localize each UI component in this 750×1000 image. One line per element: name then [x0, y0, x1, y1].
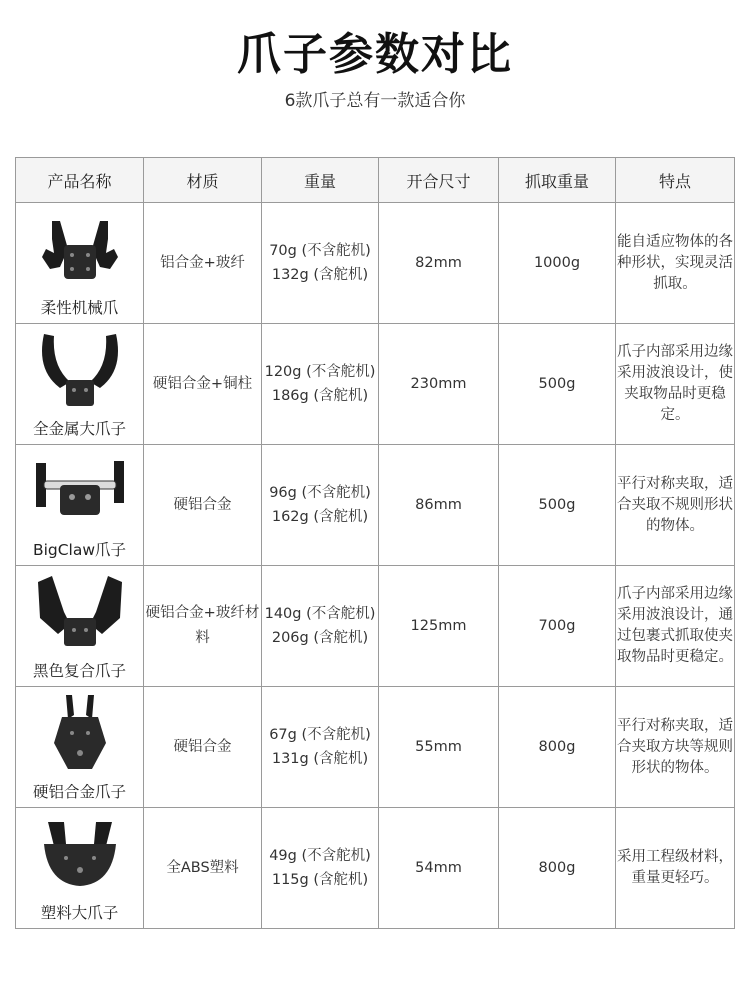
flexible-claw-icon — [30, 209, 130, 293]
grip-weight-cell: 800g — [499, 808, 616, 929]
weight-cell — [262, 566, 379, 687]
grip-weight-cell: 700g — [499, 566, 616, 687]
weight-without-servo: 140g (不含舵机) — [264, 606, 376, 622]
opening-size-cell: 54mm — [379, 808, 499, 929]
table-row — [16, 687, 735, 808]
product-name: BigClaw爪子 — [32, 541, 127, 559]
weight-without-servo: 67g (不含舵机) — [269, 727, 371, 743]
product-cell — [16, 324, 144, 445]
opening-size-cell: 125mm — [379, 566, 499, 687]
product-name: 柔性机械爪 — [40, 299, 119, 317]
grip-weight-cell: 800g — [499, 687, 616, 808]
page-title: 爪子参数对比 — [237, 29, 513, 80]
weight-with-servo: 162g (含舵机) — [271, 509, 369, 525]
product-cell — [16, 687, 144, 808]
weight-without-servo: 70g (不含舵机) — [269, 243, 371, 259]
weight-without-servo: 96g (不含舵机) — [269, 485, 371, 501]
weight-cell — [262, 687, 379, 808]
comparison-table — [15, 157, 735, 929]
product-name: 硬铝合金爪子 — [32, 783, 126, 801]
weight-with-servo: 115g (含舵机) — [271, 872, 369, 888]
material-cell: 硬铝合金 — [144, 687, 262, 808]
material-cell: 硬铝合金+铜柱 — [144, 324, 262, 445]
opening-size-cell: 55mm — [379, 687, 499, 808]
aluminum-claw-icon — [30, 693, 130, 777]
weight-cell — [262, 203, 379, 324]
material-cell: 硬铝合金 — [144, 445, 262, 566]
features-cell: 平行对称夹取，适合夹取不规则形状的物体。 — [616, 445, 735, 566]
metal-big-claw-icon — [30, 330, 130, 414]
material-cell: 铝合金+玻纤 — [144, 203, 262, 324]
header-material: 材质 — [144, 158, 262, 203]
weight-cell — [262, 324, 379, 445]
weight-cell — [262, 445, 379, 566]
features-cell: 平行对称夹取，适合夹取方块等规则形状的物体。 — [616, 687, 735, 808]
material-cell: 硬铝合金+玻纤材料 — [144, 566, 262, 687]
page-subtitle: 6款爪子总有一款适合你 — [284, 91, 466, 111]
table-row — [16, 566, 735, 687]
table-row — [16, 324, 735, 445]
table-row — [16, 203, 735, 324]
header-opening-size: 开合尺寸 — [379, 158, 499, 203]
product-name: 全金属大爪子 — [32, 420, 126, 438]
weight-with-servo: 186g (含舵机) — [271, 388, 369, 404]
features-cell: 爪子内部采用边缘采用波浪设计，通过包裹式抓取使夹取物品时更稳定。 — [616, 566, 735, 687]
weight-with-servo: 206g (含舵机) — [271, 630, 369, 646]
weight-without-servo: 120g (不含舵机) — [264, 364, 376, 380]
table-row — [16, 445, 735, 566]
header-grip-weight: 抓取重量 — [499, 158, 616, 203]
product-name: 黑色复合爪子 — [32, 662, 126, 680]
features-cell: 爪子内部采用边缘采用波浪设计，使夹取物品时更稳定。 — [616, 324, 735, 445]
weight-cell — [262, 808, 379, 929]
black-composite-claw-icon — [30, 572, 130, 656]
weight-without-servo: 49g (不含舵机) — [269, 848, 371, 864]
table-row — [16, 808, 735, 929]
features-cell: 能自适应物体的各种形状，实现灵活抓取。 — [616, 203, 735, 324]
header-weight: 重量 — [262, 158, 379, 203]
features-cell: 采用工程级材料，重量更轻巧。 — [616, 808, 735, 929]
plastic-big-claw-icon — [30, 814, 130, 898]
opening-size-cell: 86mm — [379, 445, 499, 566]
product-cell — [16, 203, 144, 324]
weight-with-servo: 131g (含舵机) — [271, 751, 369, 767]
opening-size-cell: 82mm — [379, 203, 499, 324]
product-cell — [16, 445, 144, 566]
grip-weight-cell: 500g — [499, 324, 616, 445]
opening-size-cell: 230mm — [379, 324, 499, 445]
product-cell — [16, 808, 144, 929]
table-header-row — [16, 158, 735, 203]
weight-with-servo: 132g (含舵机) — [271, 267, 369, 283]
header-product-name: 产品名称 — [16, 158, 144, 203]
header-features: 特点 — [616, 158, 735, 203]
product-name: 塑料大爪子 — [40, 904, 119, 922]
grip-weight-cell: 500g — [499, 445, 616, 566]
bigclaw-icon — [30, 451, 130, 535]
product-cell — [16, 566, 144, 687]
grip-weight-cell: 1000g — [499, 203, 616, 324]
material-cell: 全ABS塑料 — [144, 808, 262, 929]
